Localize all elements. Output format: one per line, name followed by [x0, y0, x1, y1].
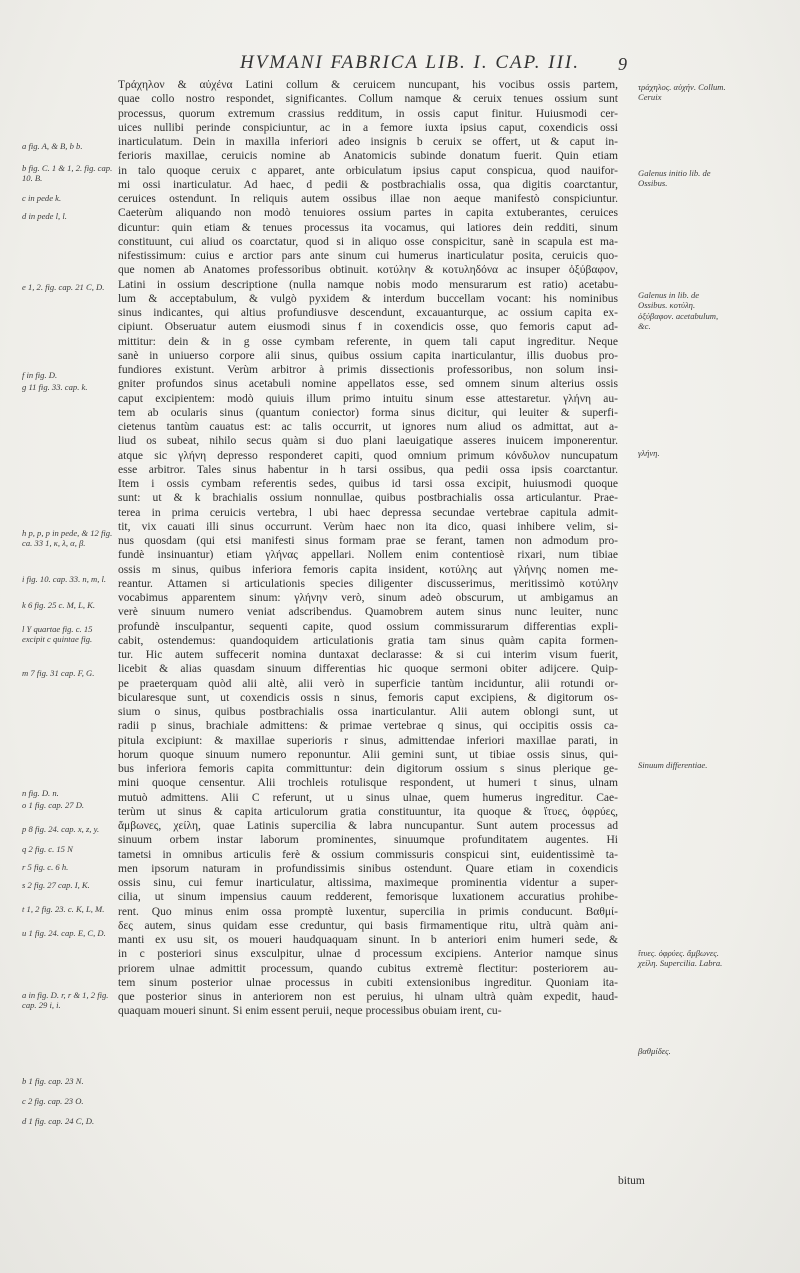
- margin-note-left: c in pede k.: [22, 193, 62, 203]
- text-line: terea in prima ceruicis vertebra, l ubi haec depressa secundae vertebrae capitula admit-: [118, 506, 618, 519]
- text-line: liud os subeat, nihilo secus quàm si duo plani laeuigatique asseres inuicem imponerentur.: [118, 435, 618, 448]
- text-line: cabit, ostendemus: quandoquidem articulationis gratia tam sinus quàm capita formen-: [118, 634, 618, 647]
- text-line: fundiores existunt. Verùm arbitror à primis dissectionis professoribus, non solum insi-: [118, 364, 618, 376]
- margin-note-right: ἴτυες. ὀφρύες. ἄμβωνες. χείλη. Supercilia. Labra.: [638, 948, 723, 969]
- text-line: vocabimus apparentem sinum: γλήνην verò, sinum adeò obscurum, ut ambigamus an: [118, 592, 618, 604]
- margin-note-left: i fig. 10. cap. 33. n, m, l.: [22, 574, 107, 584]
- text-line: reantur. Attamen si articulationis species diligenter discusserimus, meritissimò κοτύλην: [118, 577, 618, 590]
- text-line: verè sinuum numero veniat adscribendus. Quamobrem autem sinus nunc leuiter, nunc: [118, 606, 618, 619]
- margin-note-right: βαθμίδες.: [638, 1046, 671, 1056]
- margin-note-right: γλήνη.: [638, 448, 660, 458]
- text-line: fundè insinuantur) etiam γλήνας appellari. Nollem enim contentiosè rixari, num tibiae: [118, 549, 618, 562]
- text-line: processus, quorum extremum crassius redditum, in ossis caput finitur. Huiusmodi cer-: [118, 107, 618, 120]
- text-line: radii p sinus, brachiale admittens: & primae vertebrae q sinus, qui occipitis ossis ca-: [118, 720, 618, 733]
- margin-note-right: Galenus in lib. de Ossibus. κοτύλη. ὀξύβαφον. acetabulum, &c.: [638, 290, 719, 332]
- margin-note-left: n fig. D. n.: [22, 788, 59, 798]
- text-line: cilia, ut sinum impensius cauum redderent, femorisque luxationem accuratius prohibe-: [118, 891, 618, 904]
- text-line: quaquam moueri sinunt. Si enim essent peruii, neque processibus obuiam irent, cu-: [118, 1005, 502, 1018]
- text-line: priorem ulnae admittit processum, quando cubitus extremè flectitur: posteriorem au-: [118, 962, 618, 975]
- text-line: cietenus tantùm cauatus est: ac talis occurrit, ut ignores num aliud os admittat, aut a-: [118, 421, 618, 433]
- text-line: pitula excipiunt: & maxillae superioris r sinus, admittendae inferiori maxillae parati, in: [118, 734, 618, 747]
- margin-note-left: k 6 fig. 25 c. M, L, K.: [22, 600, 96, 610]
- margin-note-left: o 1 fig. cap. 27 D.: [22, 800, 85, 810]
- text-line: profundè insculpantur, sequenti capite, quod ossium commissurarum differentias expli-: [118, 620, 618, 633]
- text-line: tem ab ocularis sinus (quantum coniector) forma sinus dicitur, qui leuiter & superfi-: [118, 406, 618, 419]
- text-line: tem sinum posterior ulnae processus in cubiti extensionibus ingreditur. Quoniam ita-: [118, 976, 618, 989]
- text-line: Latini in ossium descriptione (nulla namque nobis modo mensurarum est ratio) acetabu-: [118, 278, 618, 291]
- text-line: sinuum orbem instar laborum prominentes, sinuumque profunditatem augentes. Hi: [118, 834, 618, 847]
- text-line: sanè in uniuerso corpore alii sinus, quibus ossium capita inarticulantur, illis duobus pro-: [118, 349, 618, 362]
- text-line: dicuntur: quin etiam & tenues processus ita vocamus, qui latiores dein redditi, sinum: [118, 221, 618, 234]
- text-line: sinus indicantes, qui altius profundiusve descendunt, excauanturque, ac ossium capita ex-: [118, 307, 618, 319]
- margin-note-left: e 1, 2. fig. cap. 21 C, D.: [22, 282, 105, 292]
- text-line: ossis m sinus, quibus inferiora femoris capita insident, κοτύλης aut γλήνης nomen me-: [118, 563, 618, 576]
- margin-note-right: Sinuum differentiae.: [638, 760, 708, 770]
- text-line: Caeterùm aliquando non modò tenuiores ossium partes in capita extuberantes, ceruices: [118, 207, 618, 220]
- text-line: tit, vix cauati illi sinus occurrunt. Verùm haec non ita dico, quasi inhibere velim, si-: [118, 520, 618, 533]
- margin-note-left: b fig. C. 1 & 1, 2. fig. cap. 10. B.: [22, 163, 113, 184]
- text-line: atque sic γλήνη depresso responderet capiti, quod omnium primum κόνδυλον nuncupatum: [118, 449, 618, 462]
- text-line: pe praeterquam quòd alii altè, alii verò in superficie tantùm inciduntur, alii rotundi or-: [118, 677, 618, 690]
- text-line: in c posteriori sinus exsculpitur, ulnae d processum excipiens. Anterior namque sinus: [118, 948, 618, 961]
- text-line: mutuò admittens. Alii C referunt, ut u sinus ulnae, quem humerus ingreditur. Cae-: [118, 791, 618, 804]
- text-line: manti ex usu sit, os moueri haudquaquam sinunt. In b anteriori enim humeri sede, &: [118, 934, 618, 946]
- text-line: ossis sinu, cui femur inarticulatur, altissima, maximeque prominentia videntur a super-: [118, 877, 618, 889]
- text-line: caput excipientem: modò quiuis illum primo intuitu sinum esse attestaretur. γλήνη au-: [118, 392, 618, 405]
- text-line: ferioris maxillae, ceruicis nomine ab Anatomicis subinde donatum fuerit. Quin etiam: [118, 150, 618, 163]
- text-line: tur. Hic autem suffecerit nomina duntaxat declarasse: & si cui interim visum fuerit,: [118, 649, 618, 661]
- margin-note-left: r 5 fig. c. 6 h.: [22, 862, 69, 872]
- text-line: nifestissimum: cuius e arctior pars ante sinum cui humerus inarticulatur posita, ceruicis quo-: [118, 250, 618, 262]
- text-line: ceruices ostendunt. In reliquis autem ossibus illae non aeque manifestò conspiciuntur.: [118, 193, 618, 205]
- margin-note-left: d 1 fig. cap. 24 C, D.: [22, 1116, 95, 1126]
- margin-note-right: Galenus initio lib. de Ossibus.: [638, 168, 711, 189]
- text-line: Τράχηλον & αὐχένα Latini collum & ceruicem nuncupant, his vocibus ossis partem,: [118, 79, 618, 91]
- running-title: HVMANI FABRICA LIB. I. CAP. III.: [240, 52, 580, 73]
- text-line: cipiunt. Obseruatur autem eiusmodi sinus f in coxendicis osse, quo femoris caput ad-: [118, 321, 618, 334]
- margin-note-left: t 1, 2 fig. 23. c. K, L, M.: [22, 904, 105, 914]
- margin-note-left: d in pede l, l.: [22, 211, 67, 221]
- text-line: men ipsorum naturam in profundissimis sinibus ostendunt. Quare etiam in coxendicis: [118, 862, 618, 875]
- text-line: in talo quoque ceruix c apparet, ante orbiculatum ipsius caput conspicua, quod nauifor-: [118, 164, 618, 177]
- text-line: lum & acceptabulum, & vulgò pyxidem & interdum buccellam vocant: his nominibus: [118, 292, 618, 305]
- page-number: 9: [618, 54, 627, 74]
- text-line: bicularesque sunt, ut coxendicis ossis n sinus, femoris caput excipiens, & digitorum os-: [118, 691, 618, 704]
- margin-note-left: u 1 fig. 24. cap. E, C, D.: [22, 928, 106, 938]
- text-line: mi ossi inarticulatur. Ad haec, d pedii & postbrachialis ossa, qua digitis coarctantur,: [118, 178, 618, 191]
- text-line: que nomen ab Anatomes professoribus obtinuit. κοτύλην & κοτυληδόνα ac insuper ὀξύβαφον,: [118, 264, 618, 277]
- text-line: licebit & alias quasdam sinuum differentias hic quoque sermoni obiter adijcere. Quip-: [118, 663, 618, 676]
- margin-note-left: q 2 fig. c. 15 N: [22, 844, 73, 854]
- text-line: sium o sinus, quibus postbrachialis ossa inarticulantur. Alii autem oblongi sunt, ut: [118, 706, 618, 718]
- margin-note-left: f in fig. D.: [22, 370, 58, 380]
- text-line: nus quosdam (qui etsi manifesti sinus formam prae se ferant, tamen non admodum pro-: [118, 535, 618, 547]
- text-line: bus inferiora femoris capita committuntur: dein digitorum ossium s sinus plerique ge-: [118, 763, 618, 775]
- text-line: terùm ut sinus & capita articulorum gratia constituuntur, ita quoque & ἴτυες, ὀφρύες,: [118, 805, 618, 818]
- margin-note-left: a in fig. D. r, r & 1, 2 fig. cap. 29 i, i.: [22, 990, 109, 1011]
- text-line: constituunt, cui aliud os coarctatur, quod si in aliquo osse conspicitur, sanè in scapula est ma-: [118, 235, 618, 248]
- text-line: mini quoque censentur. Alii trochleis rotulisque respondent, ut humeri t sinus, ulnam: [118, 777, 618, 790]
- text-line: uices nullibi perinde conspiciuntur, ac in a femore iuxta ipsius caput, coxendicis ossi: [118, 121, 618, 134]
- text-line: sunt: ut & k brachialis ossium nonnullae, quibus postbrachialis ossa articulantur. Prae-: [118, 492, 618, 505]
- text-line: quae collo nostro respondet, significantes. Collum namque & ceruix tenues ossium sunt: [118, 93, 618, 106]
- text-line: tametsi in omnibus articulis ferè & ossium commissuris conspicui sint, euidentissimè ta-: [118, 848, 618, 861]
- margin-note-left: s 2 fig. 27 cap. I, K.: [22, 880, 90, 890]
- margin-note-left: a fig. A, & B, b b.: [22, 141, 83, 151]
- margin-note-left: l Y quartae fig. c. 15 excipit c quintae fig.: [22, 624, 93, 645]
- text-line: que posterior sinus in anteriorem non est peruius, hi ulnam ultrà quàm expedit, haud-: [118, 991, 618, 1003]
- margin-note-left: m 7 fig. 31 cap. F, G.: [22, 668, 95, 678]
- text-line: ἄμβωνες, χείλη, quae Latinis supercilia & labra nuncupantur. Sunt autem processus ad: [118, 820, 618, 832]
- catchword: bitum: [618, 1175, 645, 1187]
- text-line: Item i ossis cymbam referentis sedes, quibus id tarsi ossa excipit, huiusmodi quoque: [118, 478, 618, 490]
- margin-note-left: b 1 fig. cap. 23 N.: [22, 1076, 84, 1086]
- margin-note-right: τράχηλος. αὐχήν. Collum. Ceruix: [638, 82, 726, 103]
- margin-note-left: p 8 fig. 24. cap. x, z, y.: [22, 824, 100, 834]
- margin-note-left: g 11 fig. 33. cap. k.: [22, 382, 88, 392]
- text-line: mittitur: dein & in g osse cymbam referente, in quem tali caput ingreditur. Neque: [118, 335, 618, 348]
- text-line: horum quoque sinuum numero reponuntur. Alii gemini sunt, ut tibiae ossis sinus, qui-: [118, 748, 618, 761]
- margin-note-left: h p, p, p in pede, & 12 fig. ca. 33 1, κ, λ, α, β.: [22, 528, 113, 549]
- text-line: esse arbitror. Tales sinus habentur in h tarsi ossibus, qua pedii ossa ipsis coarctantur.: [118, 463, 618, 476]
- text-line: rent. Quo minus enim ossa promptè luxentur, supercilia in primis conducunt. Βαθμί-: [118, 905, 618, 918]
- text-line: inarticulatum. Dein in maxilla inferiori adeo insignis b ceruix se offert, ut & caput in-: [118, 136, 618, 148]
- margin-note-left: c 2 fig. cap. 23 O.: [22, 1096, 84, 1106]
- main-text-block: [118, 78, 618, 1019]
- text-line: δες autem, sinus quidam esse creduntur, qui basis firmamentique ritu, ultrà quàm ani-: [118, 919, 618, 932]
- text-line: gniter profundos sinus acetabuli nomine appellatos esse, sed omnem sinum alterius ossis: [118, 378, 618, 391]
